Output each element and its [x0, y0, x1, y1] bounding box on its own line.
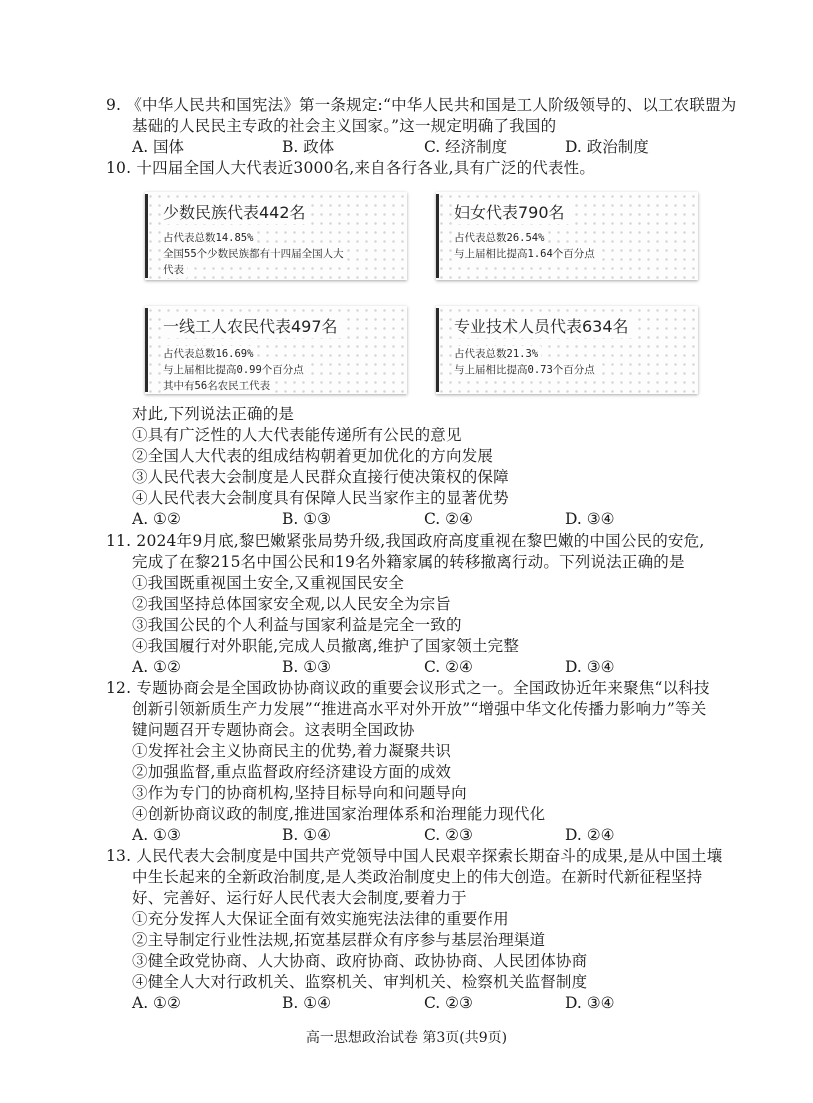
q10-item-4: ④人民代表大会制度具有保障人民当家作主的显著优势 — [132, 489, 509, 507]
q10-option-d: D. ③④ — [565, 510, 615, 528]
q9-line2: 基础的人民民主专政的社会主义国家。”这一规定明确了我国的 — [132, 117, 557, 135]
card-workers-farmers — [145, 306, 407, 394]
q11-option-d: D. ③④ — [565, 658, 615, 676]
q11-item-3: ③我国公民的个人利益与国家利益是完全一致的 — [132, 616, 462, 634]
q12-line3: 键问题召开专题协商会。这表明全国政协 — [132, 721, 415, 739]
q9-option-a: A. 国体 — [132, 138, 185, 156]
q13-item-4: ④健全人大对行政机关、监察机关、审判机关、检察机关监督制度 — [132, 973, 588, 991]
card-line: 占代表总数16.69% — [163, 346, 256, 362]
card-ethnic-minority — [145, 192, 407, 280]
q12-line1: 12. 专题协商会是全国政协协商议政的重要会议形式之一。全国政协近年来聚焦“以科技 — [106, 679, 710, 697]
page-footer: 高一思想政治试卷 第3页(共9页) — [305, 1030, 508, 1046]
card-title: 一线工人农民代表497名 — [163, 316, 342, 338]
card-professionals — [436, 306, 698, 394]
q13-line1: 13. 人民代表大会制度是中国共产党领导中国人民艰辛探索长期奋斗的成果,是从中国土壤 — [106, 847, 723, 865]
q13-item-1: ①充分发挥人大保证全面有效实施宪法法律的重要作用 — [132, 910, 509, 928]
card-line: 与上届相比提高0.99个百分点 — [163, 362, 307, 378]
card-accent-bar — [145, 308, 148, 392]
card-title: 专业技术人员代表634名 — [454, 316, 633, 338]
q12-option-a: A. ①③ — [132, 826, 181, 844]
card-line: 占代表总数26.54% — [454, 230, 547, 246]
card-line: 占代表总数14.85% — [163, 230, 256, 246]
q11-item-4: ④我国履行对外职能,完成人员撤离,维护了国家领土完整 — [132, 637, 520, 655]
q10-item-3: ③人民代表大会制度是人民群众直接行使决策权的保障 — [132, 468, 509, 486]
q10-item-1: ①具有广泛性的人大代表能传递所有公民的意见 — [132, 426, 462, 444]
q12-item-4: ④创新协商议政的制度,推进国家治理体系和治理能力现代化 — [132, 805, 546, 823]
card-line: 占代表总数21.3% — [454, 346, 541, 362]
card-accent-bar — [145, 194, 148, 278]
q11-line2: 完成了在黎215名中国公民和19名外籍家属的转移撤离行动。下列说法正确的是 — [132, 553, 685, 571]
q11-item-1: ①我国既重视国土安全,又重视国民安全 — [132, 574, 405, 592]
q9-line1: 9. 《中华人民共和国宪法》第一条规定:“中华人民共和国是工人阶级领导的、以工农联盟为 — [106, 96, 737, 114]
q13-item-2: ②主导制定行业性法规,拓宽基层群众有序参与基层治理渠道 — [132, 931, 546, 949]
card-line: 代表 — [163, 262, 187, 278]
card-women — [436, 192, 698, 280]
q13-item-3: ③健全政党协商、人大协商、政府协商、政协协商、人民团体协商 — [132, 952, 588, 970]
q10-item-2: ②全国人大代表的组成结构朝着更加优化的方向发展 — [132, 447, 494, 465]
q12-item-3: ③作为专门的协商机构,坚持目标导向和问题导向 — [132, 784, 467, 802]
q9-option-c: C. 经济制度 — [424, 138, 508, 156]
card-line: 全国55个少数民族都有十四届全国人大 — [163, 246, 347, 262]
q13-option-d: D. ③④ — [565, 994, 615, 1012]
q11-line1: 11. 2024年9月底,黎巴嫩紧张局势升级,我国政府高度重视在黎巴嫩的中国公民的安危, — [106, 532, 705, 550]
q10-stem: 10. 十四届全国人大代表近3000名,来自各行各业,具有广泛的代表性。 — [106, 159, 596, 177]
card-line: 其中有56名农民工代表 — [163, 378, 273, 394]
q13-option-b: B. ①④ — [282, 994, 332, 1012]
q13-option-a: A. ①② — [132, 994, 181, 1012]
card-title: 妇女代表790名 — [454, 202, 569, 224]
card-title: 少数民族代表442名 — [163, 202, 310, 224]
q12-option-b: B. ①④ — [282, 826, 332, 844]
q11-option-a: A. ①② — [132, 658, 181, 676]
q9-option-d: D. 政治制度 — [565, 138, 649, 156]
q13-line2: 中生长起来的全新政治制度,是人类政治制度史上的伟大创造。在新时代新征程坚持 — [132, 868, 703, 886]
card-accent-bar — [436, 194, 439, 278]
q12-option-c: C. ②③ — [424, 826, 473, 844]
q11-item-2: ②我国坚持总体国家安全观,以人民安全为宗旨 — [132, 595, 452, 613]
q10-option-b: B. ①③ — [282, 510, 332, 528]
q11-option-b: B. ①③ — [282, 658, 332, 676]
card-line: 与上届相比提高1.64个百分点 — [454, 246, 598, 262]
q13-line3: 好、完善好、运行好人民代表大会制度,要着力于 — [132, 889, 467, 907]
q12-option-d: D. ②④ — [565, 826, 615, 844]
q12-line2: 创新引领新质生产力发展”“推进高水平对外开放”“增强中华文化传播力影响力”等关 — [132, 700, 707, 718]
q10-option-c: C. ②④ — [424, 510, 473, 528]
q10-question: 对此,下列说法正确的是 — [132, 405, 295, 423]
card-accent-bar — [436, 308, 439, 392]
card-line: 与上届相比提高0.73个百分点 — [454, 362, 598, 378]
q9-option-b: B. 政体 — [282, 138, 335, 156]
q12-item-1: ①发挥社会主义协商民主的优势,着力凝聚共识 — [132, 742, 452, 760]
q12-item-2: ②加强监督,重点监督政府经济建设方面的成效 — [132, 763, 452, 781]
q13-option-c: C. ②③ — [424, 994, 473, 1012]
q11-option-c: C. ②④ — [424, 658, 473, 676]
q10-option-a: A. ①② — [132, 510, 181, 528]
